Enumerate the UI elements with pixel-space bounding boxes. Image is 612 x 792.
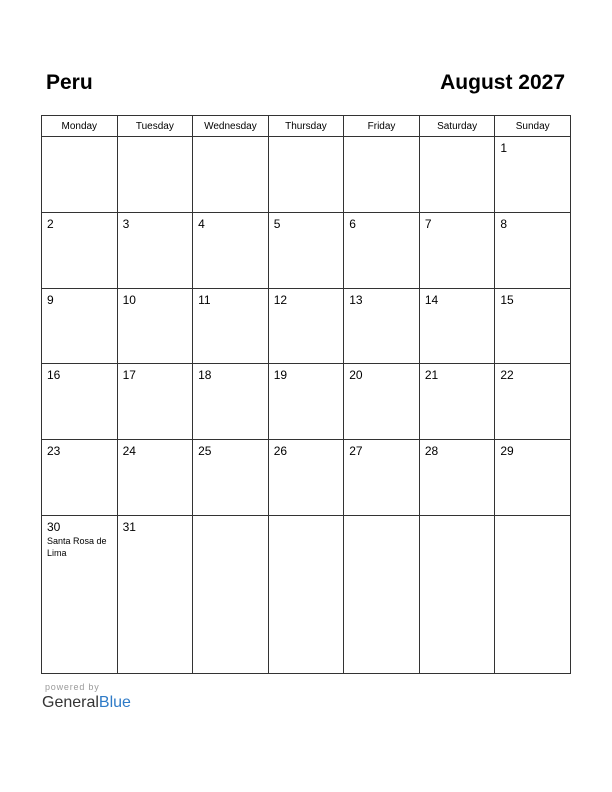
weekday-header-tuesday: Tuesday [117,116,193,137]
day-number: 23 [47,444,61,459]
week-row [42,515,571,673]
holiday-label: Santa Rosa de Lima [47,535,107,558]
day-cell [344,137,420,213]
day-cell [268,440,344,516]
day-number: 16 [47,368,61,383]
day-number: 15 [500,292,514,307]
day-cell [42,137,118,213]
day-cell [193,364,269,440]
day-number: 19 [273,368,288,383]
day-number: 20 [349,368,363,383]
day-number: 26 [273,444,288,459]
day-cell [117,515,193,673]
day-cell [117,212,193,288]
day-cell [344,515,420,673]
brand-blue-text: Blue [98,694,131,711]
day-cell [117,364,193,440]
day-number: 30 [47,519,61,534]
day-number: 6 [349,216,356,231]
day-number: 14 [424,292,439,307]
day-number: 31 [122,519,136,534]
day-number: 25 [198,444,212,459]
day-cell [117,440,193,516]
day-number: 29 [500,444,514,459]
weekday-header-row [42,116,571,137]
month-title: August 2027 [440,71,565,94]
day-number: 17 [122,368,136,383]
day-number: 28 [424,444,439,459]
day-cell [268,364,344,440]
day-cell [193,137,269,213]
day-cell [42,364,118,440]
day-cell [268,288,344,364]
day-cell [193,288,269,364]
day-cell [495,440,571,516]
day-number: 1 [500,141,508,155]
day-cell [42,440,118,516]
day-number: 21 [424,368,439,383]
day-cell [344,440,420,516]
day-cell [495,515,571,673]
day-cell [268,137,344,213]
week-row [42,137,571,213]
day-cell [419,288,495,364]
day-number: 13 [349,292,363,307]
day-number: 7 [424,216,432,231]
day-number: 11 [198,292,211,307]
day-cell [268,212,344,288]
week-row [42,288,571,364]
day-cell [344,364,420,440]
powered-by-label: powered by [45,682,100,692]
day-cell [193,212,269,288]
day-number: 9 [47,292,54,307]
day-cell [193,515,269,673]
day-number: 24 [122,444,136,459]
day-cell [419,440,495,516]
week-row [42,212,571,288]
day-cell [117,137,193,213]
day-cell [495,364,571,440]
day-number: 18 [198,368,212,383]
weekday-header-wednesday: Wednesday [193,116,269,137]
day-cell [42,288,118,364]
day-cell [42,212,118,288]
brand-general-text: General [42,694,99,711]
day-cell [42,515,118,673]
day-number: 27 [349,444,363,459]
day-cell [419,137,495,213]
day-number: 4 [198,216,205,231]
day-number: 8 [500,216,508,231]
day-cell [344,288,420,364]
day-number: 10 [122,292,136,307]
day-cell [419,212,495,288]
day-cell [268,515,344,673]
calendar-grid [41,115,571,674]
week-row [42,364,571,440]
day-number: 2 [47,216,54,231]
day-number: 12 [273,292,288,307]
weekday-header-thursday: Thursday [268,116,344,137]
day-cell [495,288,571,364]
day-cell [193,440,269,516]
day-cell [419,515,495,673]
day-cell [419,364,495,440]
week-row [42,440,571,516]
weekday-header-monday: Monday [42,116,118,137]
day-number: 22 [500,368,514,383]
day-cell [495,137,571,213]
brand-logo[interactable] [42,694,131,712]
day-number: 3 [122,216,130,231]
day-cell [117,288,193,364]
weekday-header-saturday: Saturday [419,116,495,137]
country-title: Peru [46,71,93,94]
weekday-header-sunday: Sunday [495,116,571,137]
day-cell [495,212,571,288]
weekday-header-friday: Friday [344,116,420,137]
day-number: 5 [273,216,281,231]
day-cell [344,212,420,288]
